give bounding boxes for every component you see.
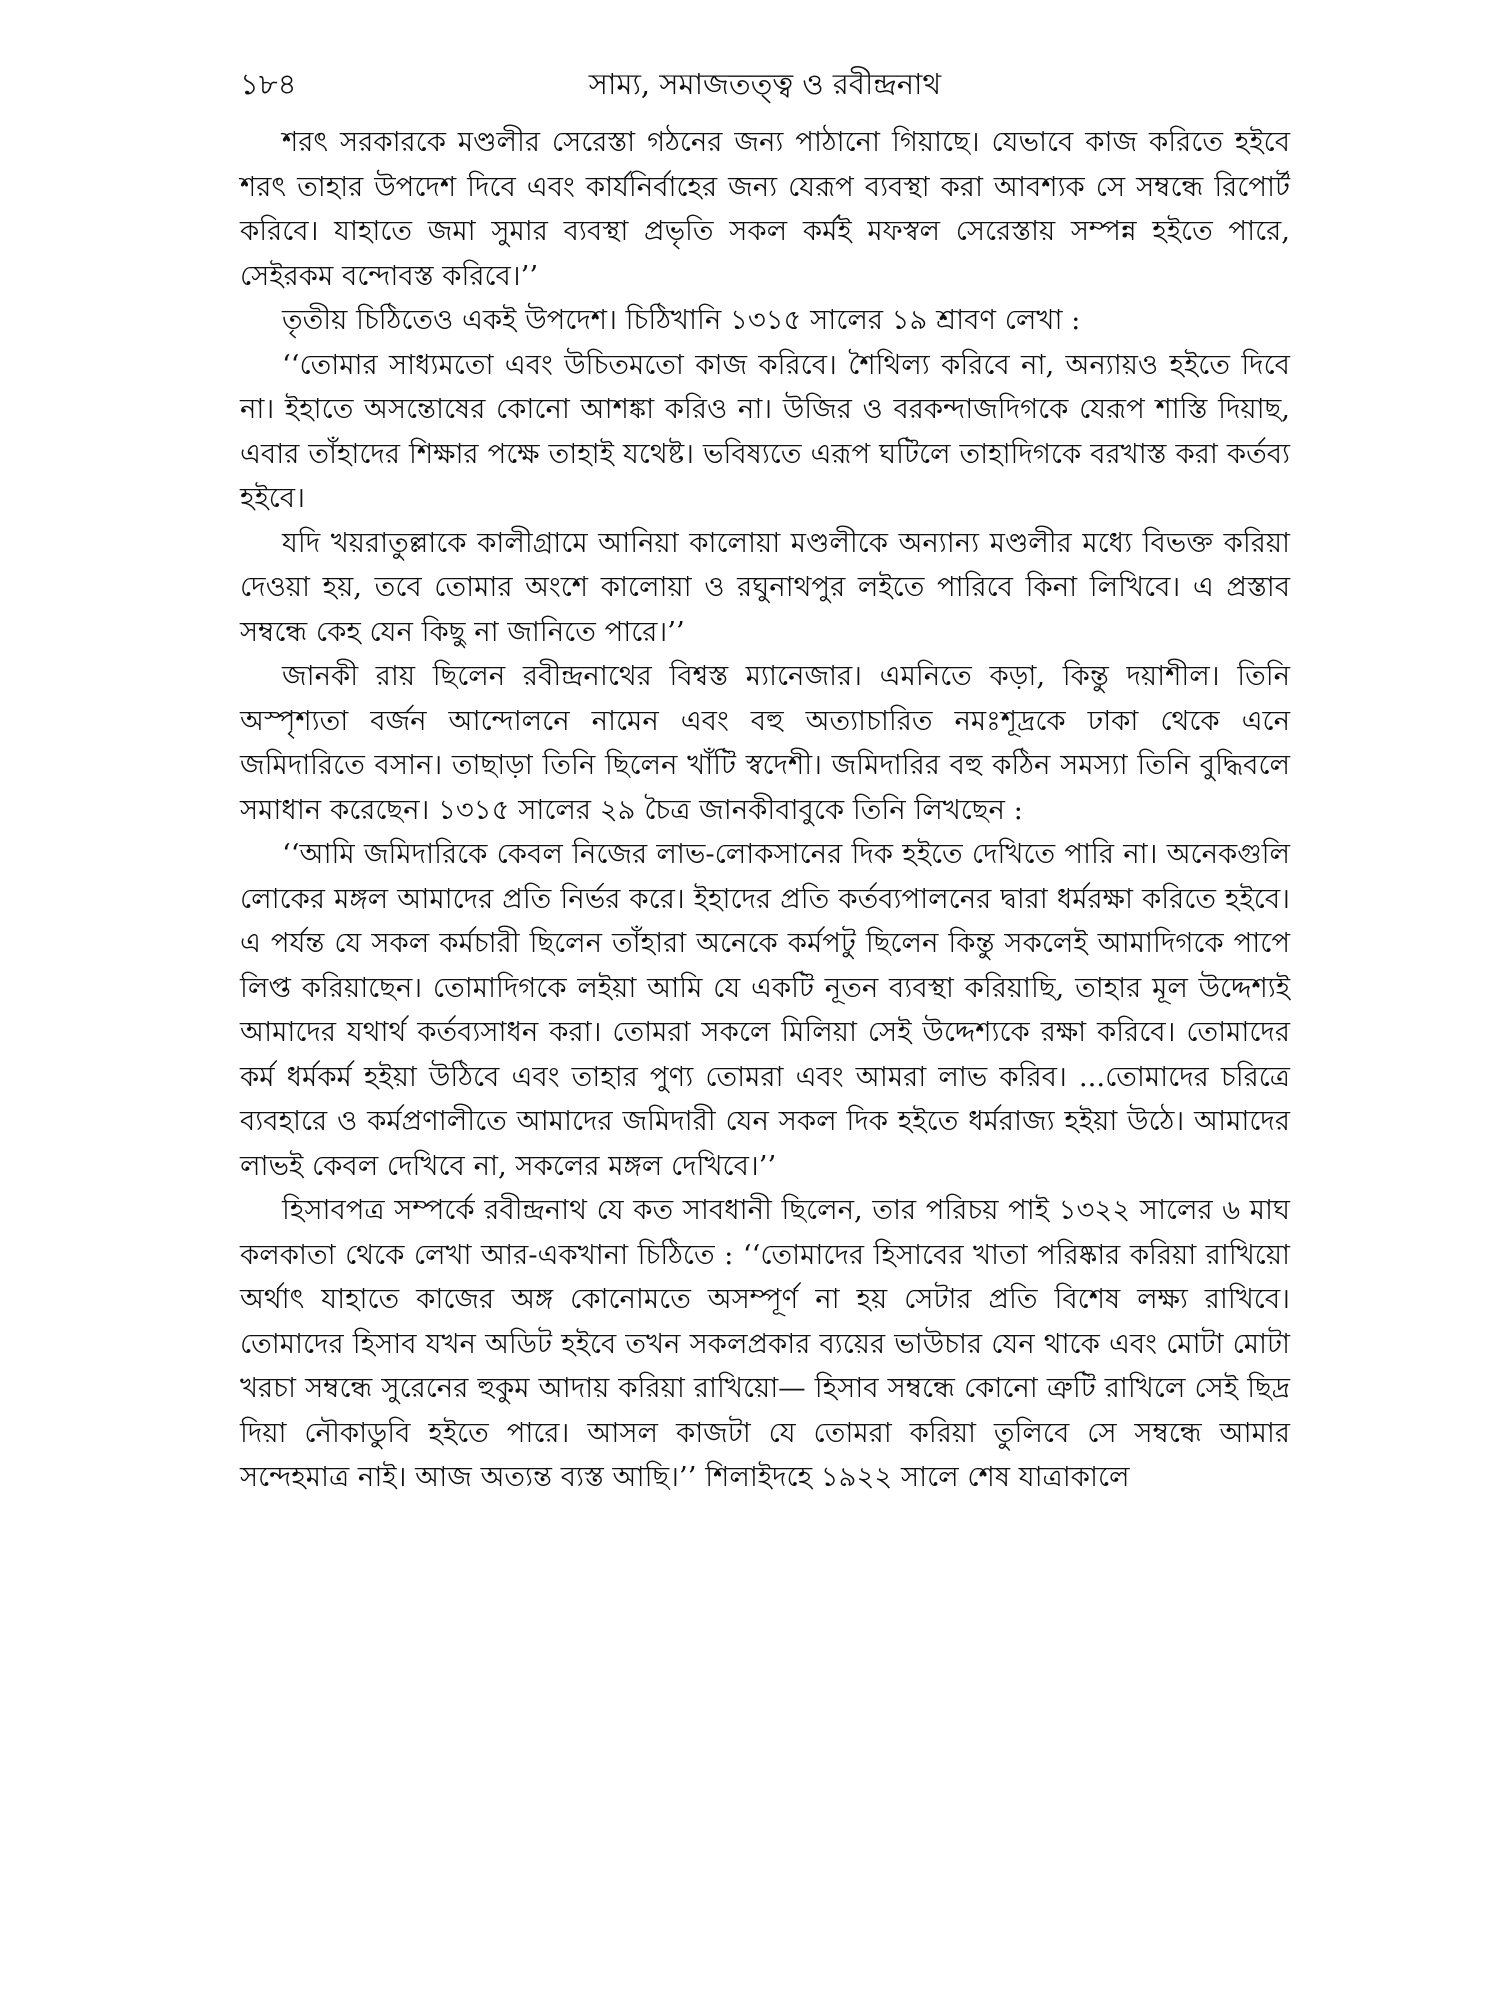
quoted-paragraph: ‘‘আমি জমিদারিকে কেবল নিজের লাভ-লোকসানের দিক হইতে দেখিতে পারি না। অনেকগুলি লোকের মঙ্গল আমাদের প্রতি নির্ভর করে। ইহাদের প্রতি কর্তব্যপালনের দ্বারা ধর্মরক্ষা করিতে হইবে। এ পর্যন্ত যে সকল কর্মচারী ছিলেন তাঁহারা অনেকে কর্মপটু ছিলেন কিন্তু সকলেই আমাদিগকে পাপে লিপ্ত করিয়াছেন। তোমাদিগকে লইয়া আমি যে একটি নূতন ব্যবস্থা করিয়াছি, তাহার মূল উদ্দেশ্যই আমাদের যথার্থ কর্তব্যসাধন করা। তোমরা সকলে মিলিয়া সেই উদ্দেশ্যকে রক্ষা করিবে। তোমাদের কর্ম ধর্মকর্ম হইয়া উঠিবে এবং তাহার পুণ্য তোমরা এবং আমরা লাভ করিব। ...তোমাদের চরিত্রে ব্যবহারে ও কর্মপ্রণালীতে আমাদের জমিদারী যেন সকল দিক হইতে ধর্মরাজ্য হইয়া উঠে। আমাদের লাভই কেবল দেখিবে না, সকলের মঙ্গল দেখিবে।’’	[240, 838, 1291, 1182]
paragraph: জানকী রায় ছিলেন রবীন্দ্রনাথের বিশ্বস্ত ম্যানেজার। এমনিতে কড়া, কিন্তু দয়াশীল। তিনি অস্পৃশ্যতা বর্জন আন্দোলনে নামেন এবং বহু অত্যাচারিত নমঃশূদ্রকে ঢাকা থেকে এনে জমিদারিতে বসান। তাছাড়া তিনি ছিলেন খাঁটি স্বদেশী। জমিদারির বহু কঠিন সমস্যা তিনি বুদ্ধিবলে সমাধান করেছেন। ১৩১৫ সালের ২৯ চৈত্র জানকীবাবুকে তিনি লিখছেন :	[240, 660, 1290, 826]
paragraph: শরৎ সরকারকে মণ্ডলীর সেরেস্তা গঠনের জন্য পাঠানো গিয়াছে। যেভাবে কাজ করিতে হইবে শরৎ তাহার উপদেশ দিবে এবং কার্যনির্বাহের জন্য যেরূপ ব্যবস্থা করা আবশ্যক সে সম্বন্ধে রিপোর্ট করিবে। যাহাতে জমা সুমার ব্যবস্থা প্রভৃতি সকল কর্মই মফস্বল সেরেস্তায় সম্পন্ন হইতে পারে, সেইরকম বন্দোবস্ত করিবে।’’	[240, 126, 1291, 292]
page-number: ১৮৪	[240, 67, 297, 101]
page-header	[240, 58, 1290, 114]
quoted-paragraph: ‘‘তোমার সাধ্যমতো এবং উচিতমতো কাজ করিবে। শৈথিল্য করিবে না, অন্যায়ও হইতে দিবে না। ইহাতে অসন্তোষের কোনো আশঙ্কা করিও না। উজির ও বরকন্দাজদিগকে যেরূপ শাস্তি দিয়াছ, এবার তাঁহাদের শিক্ষার পক্ষে তাহাই যথেষ্ট। ভবিষ্যতে এরূপ ঘটিলে তাহাদিগকে বরখাস্ত করা কর্তব্য হইবে।	[240, 348, 1290, 514]
page-body	[240, 120, 1290, 1500]
paragraph: তৃতীয় চিঠিতেও একই উপদেশ। চিঠিখানি ১৩১৫ সালের ১৯ শ্রাবণ লেখা :	[282, 304, 1081, 336]
running-title: সাম্য, সমাজতত্ত্ব ও রবীন্দ্রনাথ	[588, 67, 942, 101]
paragraph: যদি খয়রাতুল্লাকে কালীগ্রামে আনিয়া কালোয়া মণ্ডলীকে অন্যান্য মণ্ডলীর মধ্যে বিভক্ত করিয়া দেওয়া হয়, তবে তোমার অংশে কালোয়া ও রঘুনাথপুর লইতে পারিবে কিনা লিখিবে। এ প্রস্তাব সম্বন্ধে কেহ যেন কিছু না জানিতে পারে।’’	[240, 526, 1290, 648]
paragraph: হিসাবপত্র সম্পর্কে রবীন্দ্রনাথ যে কত সাবধানী ছিলেন, তার পরিচয় পাই ১৩২২ সালের ৬ মাঘ কলকাতা থেকে লেখা আর-একখানা চিঠিতে : ‘‘তোমাদের হিসাবের খাতা পরিষ্কার করিয়া রাখিয়ো অর্থাৎ যাহাতে কাজের অঙ্গ কোনোমতে অসম্পূর্ণ না হয় সেটার প্রতি বিশেষ লক্ষ্য রাখিবে। তোমাদের হিসাব যখন অডিট হইবে তখন সকলপ্রকার ব্যয়ের ভাউচার যেন থাকে এবং মোটা মোটা খরচা সম্বন্ধে সুরেনের হুকুম আদায় করিয়া রাখিয়ো— হিসাব সম্বন্ধে কোনো ত্রুটি রাখিলে সেই ছিদ্র দিয়া নৌকাডুবি হইতে পারে। আসল কাজটা যে তোমরা করিয়া তুলিবে সে সম্বন্ধে আমার সন্দেহমাত্র নাই। আজ অত্যন্ত ব্যস্ত আছি।’’ শিলাইদহে ১৯২২ সালে শেষ যাত্রাকালে	[240, 1194, 1290, 1493]
book-page	[240, 58, 1290, 1500]
